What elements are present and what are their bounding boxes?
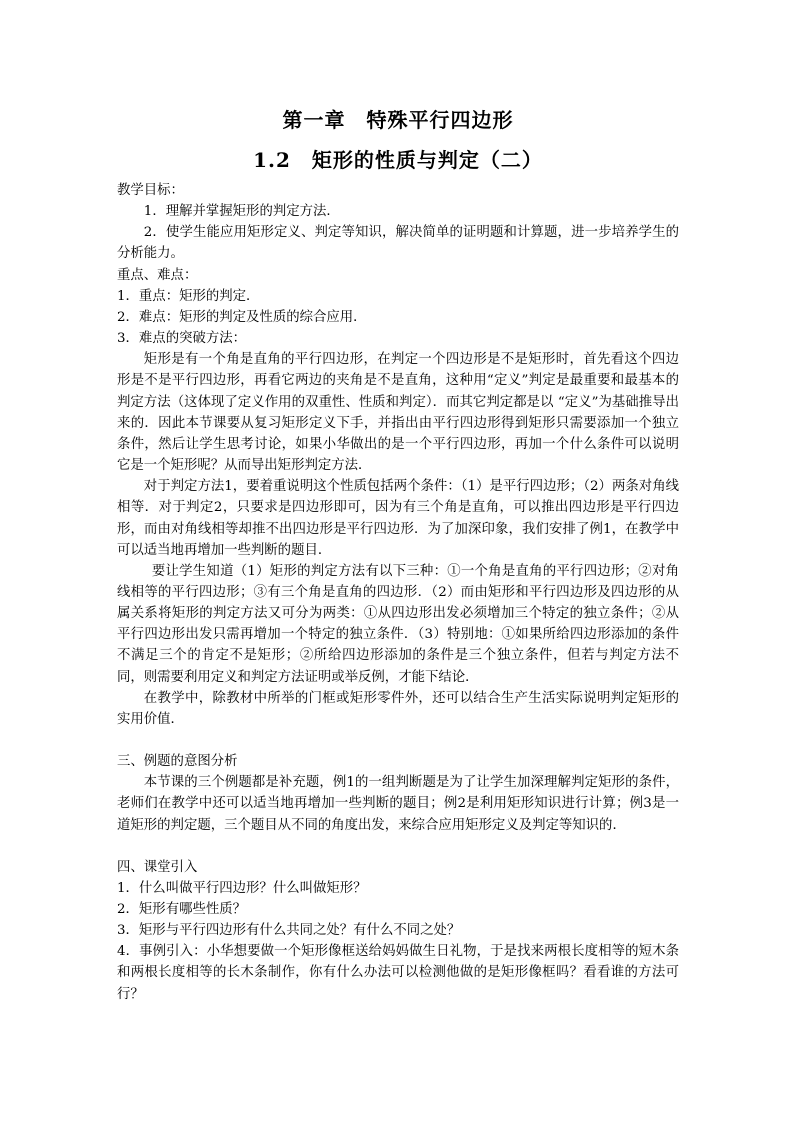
body-paragraph: 对于判定方法1，要着重说明这个性质包括两个条件：（1）是平行四边形；（2）两条对角线相等．对于判定2，只要求是四边形即可，因为有三个角是直角，可以推出四边形是平行四边形，而由对角线相等却推不出四边形是平行四边形．为了加深印象，我们安排了例1，在教学中可以适当地再增加一些判断的题目．	[117, 479, 679, 558]
body-paragraph: 本节课的三个例题都是补充题，例1的一组判断题是为了让学生加深理解判定矩形的条件，老师们在教学中还可以适当地再增加一些判断的题目；例2是利用矩形知识进行计算；例3是一道矩形的判定题，三个题目从不同的角度出发，来综合应用矩形定义及判定等知识的．	[117, 775, 679, 833]
document-body	[117, 180, 679, 1005]
intro-item: 2．矩形有哪些性质？	[117, 902, 247, 917]
intro-item: 3．矩形与平行四边形有什么共同之处？有什么不同之处？	[117, 923, 461, 939]
chapter-title: 第一章 特殊平行四边形	[282, 108, 514, 132]
key-point-item: 1．重点：矩形的判定．	[117, 288, 260, 304]
heading-key-points: 重点、难点：	[117, 267, 198, 283]
heading-example-analysis: 三、例题的意图分析	[117, 754, 238, 770]
key-point-item: 2．难点：矩形的判定及性质的综合应用．	[117, 309, 367, 325]
body-paragraph: 在教学中，除教材中所举的门框或矩形零件外，还可以结合生产生活实际说明判定矩形的实用价值．	[117, 690, 679, 727]
key-point-item: 3．难点的突破方法：	[117, 331, 247, 347]
paragraph-spacer	[117, 836, 679, 857]
intro-item: 4．事例引入：小华想要做一个矩形像框送给妈妈做生日礼物，于是找来两根长度相等的短木条和两根长度相等的长木条制作，你有什么办法可以检测他做的是矩形像框吗？看看谁的方法可行？	[117, 944, 679, 1002]
heading-class-intro: 四、课堂引入	[117, 859, 198, 875]
goal-item: 1．理解并掌握矩形的判定方法．	[143, 204, 340, 220]
paragraph-spacer	[117, 730, 679, 751]
body-paragraph: 要让学生知道（1）矩形的判定方法有以下三种：①一个角是直角的平行四边形；②对角线相等的平行四边形；③有三个角是直角的四边形．（2）而由矩形和平行四边形及四边形的从属关系将矩形的判定方法又可分为两类：①从四边形出发必须增加三个特定的独立条件；②从平行四边形出发只需再增加一个特定的独立条件．（3）特别地：①如果所给四边形添加的条件不满足三个的肯定不是矩形；②所给四边形添加的条件是三个独立条件，但若与判定方法不同，则需要利用定义和判定方法证明或举反例，才能下结论．	[117, 563, 679, 685]
heading-teaching-goals: 教学目标：	[117, 183, 184, 198]
goal-item: 2．使学生能应用矩形定义、判定等知识，解决简单的证明题和计算题，进一步培养学生的分析能力。	[117, 225, 679, 262]
body-paragraph: 矩形是有一个角是直角的平行四边形，在判定一个四边形是不是矩形时，首先看这个四边形是不是平行四边形，再看它两边的夹角是不是直角，这种用“定义”判定是最重要和最基本的判定方法（这体现了定义作用的双重性、性质和判定）．而其它判定都是以 “定义”为基础推导出来的．因此本节课要从复习矩形定义下手，并指出由平行四边形得到矩形只需要添加一个独立条件，然后让学生思考讨论，如果小华做出的是一个平行四边形，再加一个什么条件可以说明它是一个矩形呢？从而导出矩形判定方法．	[117, 352, 679, 474]
section-title: 1.2 矩形的性质与判定（二）	[253, 148, 543, 172]
intro-item: 1．什么叫做平行四边形？什么叫做矩形？	[117, 880, 367, 896]
